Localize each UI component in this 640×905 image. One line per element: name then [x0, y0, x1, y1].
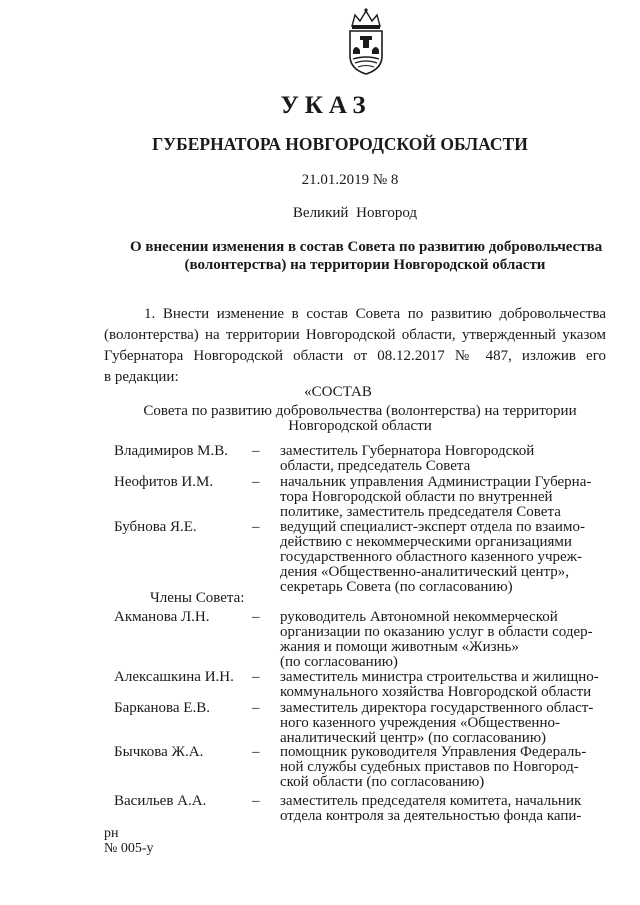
composition-title: «СОСТАВ — [304, 384, 372, 400]
member-role-line: заместитель министра строительства и жилищно- — [280, 669, 599, 685]
member-name: Бубнова Я.Е. — [114, 519, 197, 535]
coat-of-arms-icon — [344, 6, 388, 76]
member-dash: – — [252, 700, 260, 716]
decree-subject — [130, 238, 603, 274]
member-role-line: ной службы судебных приставов по Новгород- — [280, 759, 579, 775]
member-dash: – — [252, 609, 260, 625]
decree-paragraph-1 — [104, 304, 606, 388]
member-role-line: области, председатель Совета — [280, 458, 471, 474]
member-role-line: ской области (по согласованию) — [280, 774, 485, 790]
member-role-line: отдела контроля за деятельностью фонда капи- — [280, 808, 582, 824]
member-role-line: заместитель председателя комитета, начальник — [280, 793, 582, 809]
member-role — [280, 610, 610, 670]
member-role-line: жания и помощи животным «Жизнь» — [280, 639, 519, 655]
paragraph-line: в редакции: — [104, 369, 179, 385]
member-role — [280, 670, 610, 700]
member-dash: – — [252, 744, 260, 760]
member-name: Акманова Л.Н. — [114, 609, 210, 625]
decree-title: УКАЗ — [280, 92, 372, 119]
composition-subtitle-line: Совета по развитию добровольчества (волонтерства) на территории — [143, 403, 577, 419]
member-role-line: государственного областного казенного учреж- — [280, 549, 583, 565]
coat-of-arms-emblem — [344, 6, 388, 76]
paragraph-line: 1. Внести изменение в состав Совета по развитию добровольчества — [144, 306, 606, 322]
member-role-line: тора Новгородской области по внутренней — [280, 489, 553, 505]
member-role-line: секретарь Совета (по согласованию) — [280, 579, 513, 595]
subject-line: (волонтерства) на территории Новгородской области — [184, 257, 546, 273]
member-role-line: организации по оказанию услуг в области содер- — [280, 624, 593, 640]
decree-city: Великий Новгород — [292, 205, 418, 221]
member-role-line: коммунального хозяйства Новгородской области — [280, 684, 592, 700]
member-name: Васильев А.А. — [114, 793, 207, 809]
member-name: Бычкова Ж.А. — [114, 744, 204, 760]
member-role — [280, 701, 610, 746]
member-role-line: заместитель директора государственного област- — [280, 700, 594, 716]
document-code-line: № 005-у — [104, 841, 154, 856]
member-role-line: (по согласованию) — [280, 654, 398, 670]
members-label: Члены Совета: — [150, 590, 245, 606]
member-role — [280, 745, 610, 790]
member-role-line: помощник руководителя Управления Федераль- — [280, 744, 587, 760]
member-role-line: начальник управления Администрации Губерна- — [280, 474, 592, 490]
member-role-line: политике, заместитель председателя Совета — [280, 504, 561, 520]
composition-subtitle — [130, 404, 590, 434]
member-role — [280, 794, 610, 824]
paragraph-line: Губернатора Новгородской области от 08.12.2017 № 487, изложив его — [104, 348, 606, 364]
document-code-line: рн — [104, 826, 119, 841]
member-dash: – — [252, 669, 260, 685]
member-dash: – — [252, 519, 260, 535]
decree-authority: ГУБЕРНАТОРА НОВГОРОДСКОЙ ОБЛАСТИ — [152, 134, 528, 154]
member-role-line: аналитический центр» (по согласованию) — [280, 730, 547, 746]
decree-date-number: 21.01.2019 № 8 — [301, 172, 399, 188]
member-role-line: ведущий специалист-эксперт отдела по взаимо- — [280, 519, 585, 535]
member-name: Барканова Е.В. — [114, 700, 210, 716]
member-role-line: заместитель Губернатора Новгородской — [280, 443, 535, 459]
subject-line: О внесении изменения в состав Совета по развитию добровольчества — [130, 239, 603, 255]
paragraph-line: (волонтерства) на территории Новгородской области, утвержденный указом — [104, 327, 606, 343]
member-name: Алексашкина И.Н. — [114, 669, 234, 685]
member-name: Неофитов И.М. — [114, 474, 214, 490]
member-role-line: руководитель Автономной некоммерческой — [280, 609, 558, 625]
member-role-line: дения «Общественно-аналитический центр», — [280, 564, 570, 580]
member-role — [280, 520, 610, 595]
member-role — [280, 444, 610, 474]
member-role-line: действию с некоммерческими организациями — [280, 534, 572, 550]
member-name: Владимиров М.В. — [114, 443, 229, 459]
member-dash: – — [252, 793, 260, 809]
document-code — [104, 826, 154, 856]
member-role — [280, 475, 610, 520]
member-dash: – — [252, 474, 260, 490]
composition-subtitle-line: Новгородской области — [288, 418, 432, 434]
member-dash: – — [252, 443, 260, 459]
member-role-line: ного казенного учреждения «Общественно- — [280, 715, 560, 731]
